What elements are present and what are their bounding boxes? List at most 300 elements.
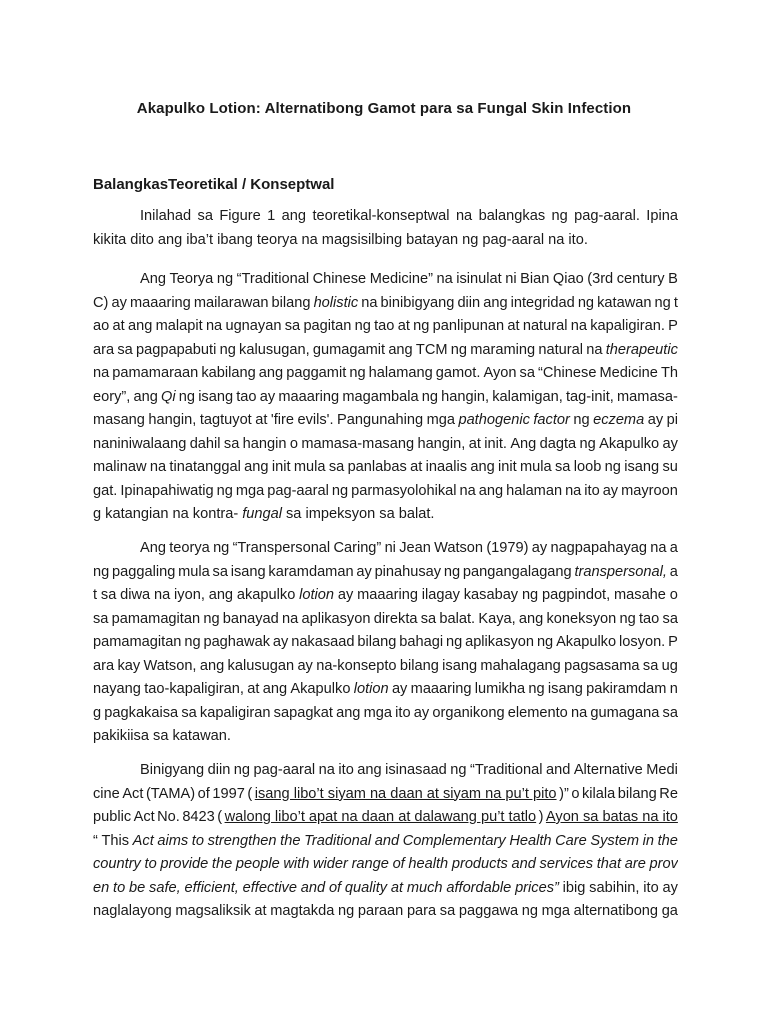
word: hangin, (148, 412, 197, 428)
word: sa (420, 610, 437, 627)
word: ang (483, 294, 508, 311)
word: na (436, 271, 453, 287)
word: karamdaman (268, 563, 354, 580)
word: Akapulko (599, 435, 660, 452)
word: parmasyolohikal (351, 482, 457, 499)
word: na (205, 318, 223, 334)
text-line (93, 833, 678, 857)
word: at (397, 318, 410, 334)
word: aplikasyon (465, 634, 535, 650)
word: Ang (140, 271, 166, 287)
word: loob (573, 459, 602, 475)
text-line (93, 459, 678, 483)
word: ng (331, 482, 349, 499)
word: This (101, 832, 130, 849)
word: alternatibong (573, 903, 659, 919)
word: affordable (446, 879, 512, 896)
text-line (93, 295, 678, 319)
word: (1979) (486, 540, 529, 556)
word: Ayon (483, 365, 517, 381)
word: kapaligiran (199, 704, 271, 721)
word: ang (281, 208, 307, 224)
word: init. (484, 435, 507, 452)
word: ng (203, 610, 220, 627)
word: of (392, 856, 405, 872)
word: “Transpersonal (232, 540, 331, 556)
word: ang (470, 459, 495, 475)
word: pagkakaisa (104, 704, 179, 721)
text-line (93, 389, 678, 413)
word: mga (541, 903, 571, 919)
word: people (235, 856, 280, 872)
word: to (191, 832, 204, 849)
word: pamamaraan (112, 365, 199, 381)
word: na (570, 704, 588, 721)
word: magtakda (270, 903, 335, 919)
word: sa (117, 341, 133, 358)
word: direkta (373, 610, 418, 627)
word: pangangalagang (462, 563, 572, 580)
word: bilang (617, 785, 657, 802)
word: ni (505, 271, 517, 287)
word: paggamit (286, 365, 347, 381)
word: o (669, 587, 678, 603)
word: ng (551, 208, 568, 224)
text-line (93, 728, 678, 752)
text-line (93, 271, 678, 295)
word: na (361, 294, 378, 311)
word: mula (293, 459, 326, 475)
word: na (282, 610, 299, 627)
word: na (153, 587, 171, 603)
word: at (254, 903, 267, 919)
word: Pangunahing (337, 412, 424, 428)
word: the (657, 832, 678, 849)
word: kalusugan, (239, 341, 310, 358)
word: binibigyang (380, 294, 455, 311)
word: are (624, 856, 646, 872)
word: naniniwalaang (93, 435, 187, 452)
word: TCM (415, 341, 448, 358)
word: holistic (313, 294, 359, 311)
word: 1 (267, 208, 276, 224)
text-line (93, 611, 678, 635)
word: ng (216, 271, 234, 287)
word: natural (522, 318, 568, 334)
word: na (650, 540, 667, 556)
word: Akapulko (290, 681, 351, 697)
word: wider (313, 856, 348, 872)
word: sa (328, 459, 345, 475)
word: at (507, 318, 520, 334)
word: factor (533, 412, 570, 428)
word: nagpapahayag (550, 540, 648, 556)
word: ng (219, 341, 236, 358)
word: na (459, 482, 476, 499)
word: su (662, 459, 678, 475)
word: sa impeksyon sa balat. (286, 506, 435, 522)
word: ay (111, 294, 127, 311)
word: Chinese (312, 271, 367, 287)
word: and (300, 879, 326, 896)
word: isinulat (456, 271, 502, 287)
word: Complementary (402, 832, 506, 849)
word: Medi (646, 762, 678, 778)
word: in (642, 832, 654, 849)
word: sa (662, 704, 678, 721)
text-line (93, 564, 678, 588)
word: ito (584, 482, 600, 499)
word: paggawa (458, 903, 519, 919)
word: ng (573, 412, 590, 428)
word: sa (642, 657, 659, 674)
word: No. (157, 809, 180, 825)
word: Health (509, 832, 552, 849)
word: elemento (507, 704, 568, 721)
word: inaalis (425, 459, 468, 475)
text-line (93, 587, 678, 611)
word: ng (233, 762, 251, 778)
word: mga (426, 412, 455, 428)
word: mahalagang (480, 657, 561, 674)
word: mga (235, 482, 265, 499)
word: paggaling (112, 563, 176, 580)
word: ng (349, 365, 366, 381)
word: at (247, 681, 260, 697)
word: fungal (242, 506, 282, 522)
word: ay (391, 681, 408, 697)
word: Caring” (333, 540, 382, 556)
word: the (211, 856, 233, 872)
word: sa (439, 903, 456, 919)
word: ang (478, 482, 504, 499)
word: tao (374, 318, 395, 334)
word: ng (421, 388, 438, 405)
word: bilang (399, 657, 439, 674)
word: lotion (299, 587, 335, 603)
word: ang (357, 762, 382, 778)
text-line (93, 809, 678, 833)
word: ng (654, 294, 671, 311)
word: mamasa-masang (301, 435, 415, 452)
word: Inilahad (140, 208, 192, 224)
word: en (93, 879, 110, 896)
word: isinasaad (385, 762, 447, 778)
word: Binigyang (140, 762, 205, 778)
word: lumikha (474, 681, 526, 697)
word: prices” (515, 879, 559, 896)
text-line (93, 540, 678, 564)
word: ay (297, 657, 313, 674)
word: ( (247, 785, 253, 802)
word: Akapulko (556, 634, 617, 650)
word: at (390, 879, 404, 896)
word: mayroon (621, 482, 678, 499)
word: ang (199, 657, 225, 674)
word: isang (442, 657, 478, 674)
word: century (616, 271, 665, 287)
word: tao-kapaligiran, (144, 681, 244, 697)
word: safe, (149, 879, 181, 896)
word: P (668, 634, 678, 650)
word: ay (272, 634, 289, 650)
word: sa (519, 365, 535, 381)
word: ng (213, 540, 230, 556)
word: ay (356, 563, 372, 580)
word: cine (93, 785, 120, 802)
word: kabilang (201, 365, 256, 381)
word: kalusugan (227, 657, 295, 674)
word: ay (259, 388, 276, 405)
text-line (93, 786, 678, 810)
word: diin (207, 762, 231, 778)
word: Medicine (599, 365, 658, 381)
word: sabihin, (589, 879, 640, 896)
word: ga (661, 903, 678, 919)
word: ng (178, 388, 196, 405)
word: pathogenic (458, 412, 530, 428)
word: ay (337, 587, 354, 603)
word: ito (338, 762, 354, 778)
word: and (374, 832, 400, 849)
word: balat. (439, 610, 476, 627)
word: Traditional (304, 832, 372, 849)
word: pamamagitan (111, 610, 201, 627)
word: 'fire (270, 412, 294, 428)
word: efficient, (184, 879, 239, 896)
word: aims (157, 832, 189, 849)
word: sa (662, 610, 678, 627)
word: ay (662, 435, 678, 452)
word: mula (178, 563, 210, 580)
word: isang (198, 388, 234, 405)
text-line (93, 762, 678, 786)
word: sa (554, 459, 571, 475)
word: Care (555, 832, 587, 849)
word: ni (384, 540, 396, 556)
word: kay (117, 657, 141, 674)
word: ng (216, 482, 233, 499)
word: pamamagitan (93, 634, 182, 650)
word: tag-init, (565, 388, 614, 405)
word: “Chinese (538, 365, 597, 381)
word: System (590, 832, 640, 849)
word: teorya (169, 540, 210, 556)
word: t (673, 294, 678, 311)
word: ang (388, 341, 413, 358)
word: Teorya (169, 271, 214, 287)
word: effective (242, 879, 297, 896)
text-line (93, 483, 678, 507)
word: ng (521, 903, 538, 919)
word: quality (344, 879, 388, 896)
word: B (668, 271, 678, 287)
word: hangin, (417, 435, 466, 452)
word: Ipinapahiwatig (120, 482, 214, 499)
word: ay (662, 879, 678, 896)
text-line (93, 342, 678, 366)
word: ) (538, 809, 544, 825)
text-line (93, 365, 678, 389)
word: maaaring (410, 681, 472, 697)
word: “Traditional (470, 762, 543, 778)
word: mga (363, 704, 392, 721)
word: init (498, 459, 517, 475)
word: “ (93, 832, 98, 849)
word: g (93, 704, 102, 721)
word: ilagay (421, 587, 460, 603)
word: kilala (582, 785, 616, 802)
word: Act (122, 785, 144, 802)
word: dahil (189, 435, 221, 452)
word: gumagamit (312, 341, 386, 358)
word: ng (184, 634, 201, 650)
word: evils'. (297, 412, 334, 428)
word: pag-aaral (267, 482, 329, 499)
word: eory”, (93, 388, 131, 405)
word: ao (93, 318, 110, 334)
word: maaaring (278, 388, 340, 405)
word: diwa (120, 587, 151, 603)
word: natural (538, 341, 583, 358)
word: Ipina (646, 208, 678, 224)
word: a (669, 563, 678, 580)
word: ang (244, 459, 269, 475)
word: ng (577, 294, 595, 311)
word: services (539, 856, 594, 872)
word: with (283, 856, 310, 872)
word: tagtuyot (199, 412, 252, 428)
word: the (280, 832, 301, 849)
word: ( (217, 809, 223, 825)
word: g katangian na kontra- (93, 506, 239, 522)
word: koneksyon (546, 610, 617, 627)
word: country (93, 856, 141, 872)
word: init (271, 459, 291, 475)
word: (3rd (587, 271, 614, 287)
word: (TAMA) (145, 785, 196, 802)
word: walong libo’t apat na daan at dalawang pu’t tatlo (224, 809, 537, 825)
word: sa (181, 704, 197, 721)
word: akapulko (236, 587, 296, 603)
word: sa (197, 208, 213, 224)
word: ay (647, 412, 664, 428)
word: nayang (93, 681, 141, 697)
word: o (571, 785, 580, 802)
word: Re (659, 785, 678, 802)
word: katawan (597, 294, 652, 311)
word: dagta (539, 435, 577, 452)
paragraph-1 (93, 208, 678, 255)
word: Figure (219, 208, 261, 224)
word: kapaligiran. (590, 318, 665, 334)
word: pag-aaral (253, 762, 316, 778)
word: paghawak (203, 634, 270, 650)
text-line (93, 634, 678, 658)
word: malinaw (93, 459, 147, 475)
text-line (93, 903, 678, 927)
paragraph-3 (93, 540, 678, 752)
word: ng (528, 681, 545, 697)
word: therapeutic (605, 341, 678, 358)
word: t (93, 587, 98, 603)
word: Medicine” (369, 271, 433, 287)
word: gat. (93, 482, 118, 499)
word: malapit (155, 318, 203, 334)
word: ng (536, 634, 554, 650)
word: bilang (357, 634, 397, 650)
word: at (255, 412, 268, 428)
word: para (406, 903, 437, 919)
word: Qiao (552, 271, 584, 287)
word: n (669, 681, 678, 697)
word: of (197, 785, 210, 802)
text-line (93, 506, 678, 530)
word: ay (602, 482, 619, 499)
word: hangin (242, 435, 287, 452)
word: Kaya, (478, 610, 516, 627)
word: Watson (434, 540, 484, 556)
word: sa (212, 563, 228, 580)
word: ang (127, 318, 153, 334)
word: ng (443, 563, 461, 580)
word: pagpindot, (542, 587, 611, 603)
word: ug (661, 657, 678, 674)
word: ay (413, 704, 430, 721)
word: isang (547, 681, 583, 697)
word: ibig (562, 879, 586, 896)
word: na (455, 208, 473, 224)
word: halamang (368, 365, 433, 381)
word: pag-aaral. (574, 208, 640, 224)
word: at (468, 435, 481, 452)
text-line (93, 658, 678, 682)
word: ito (643, 879, 659, 896)
word: sa (100, 587, 117, 603)
word: masahe (614, 587, 666, 603)
word: products (451, 856, 508, 872)
word: integridad (510, 294, 575, 311)
word: strengthen (207, 832, 277, 849)
word: o (289, 435, 298, 452)
word: 8423 (182, 809, 215, 825)
word: and (545, 762, 571, 778)
word: ang (258, 365, 284, 381)
word: to (113, 879, 126, 896)
word: iyon, (174, 587, 205, 603)
text-line (93, 412, 678, 436)
word: losyon. (619, 634, 666, 650)
word: pi (666, 412, 678, 428)
word: at (410, 459, 423, 475)
word: na (570, 318, 587, 334)
word: sapagkat (273, 704, 333, 721)
word: ng (337, 903, 355, 919)
word: ang (518, 610, 544, 627)
word: nakasaad (291, 634, 355, 650)
word: gamot. (435, 365, 481, 381)
word: lotion (353, 681, 389, 697)
word: magambala (342, 388, 419, 405)
word: ng (450, 762, 467, 778)
text-line (93, 705, 678, 729)
paragraph-4 (93, 762, 678, 927)
text-line (93, 318, 678, 342)
word: bilang (271, 294, 311, 311)
word: banayad (222, 610, 279, 627)
word: ng (445, 634, 463, 650)
text-line (93, 856, 678, 880)
